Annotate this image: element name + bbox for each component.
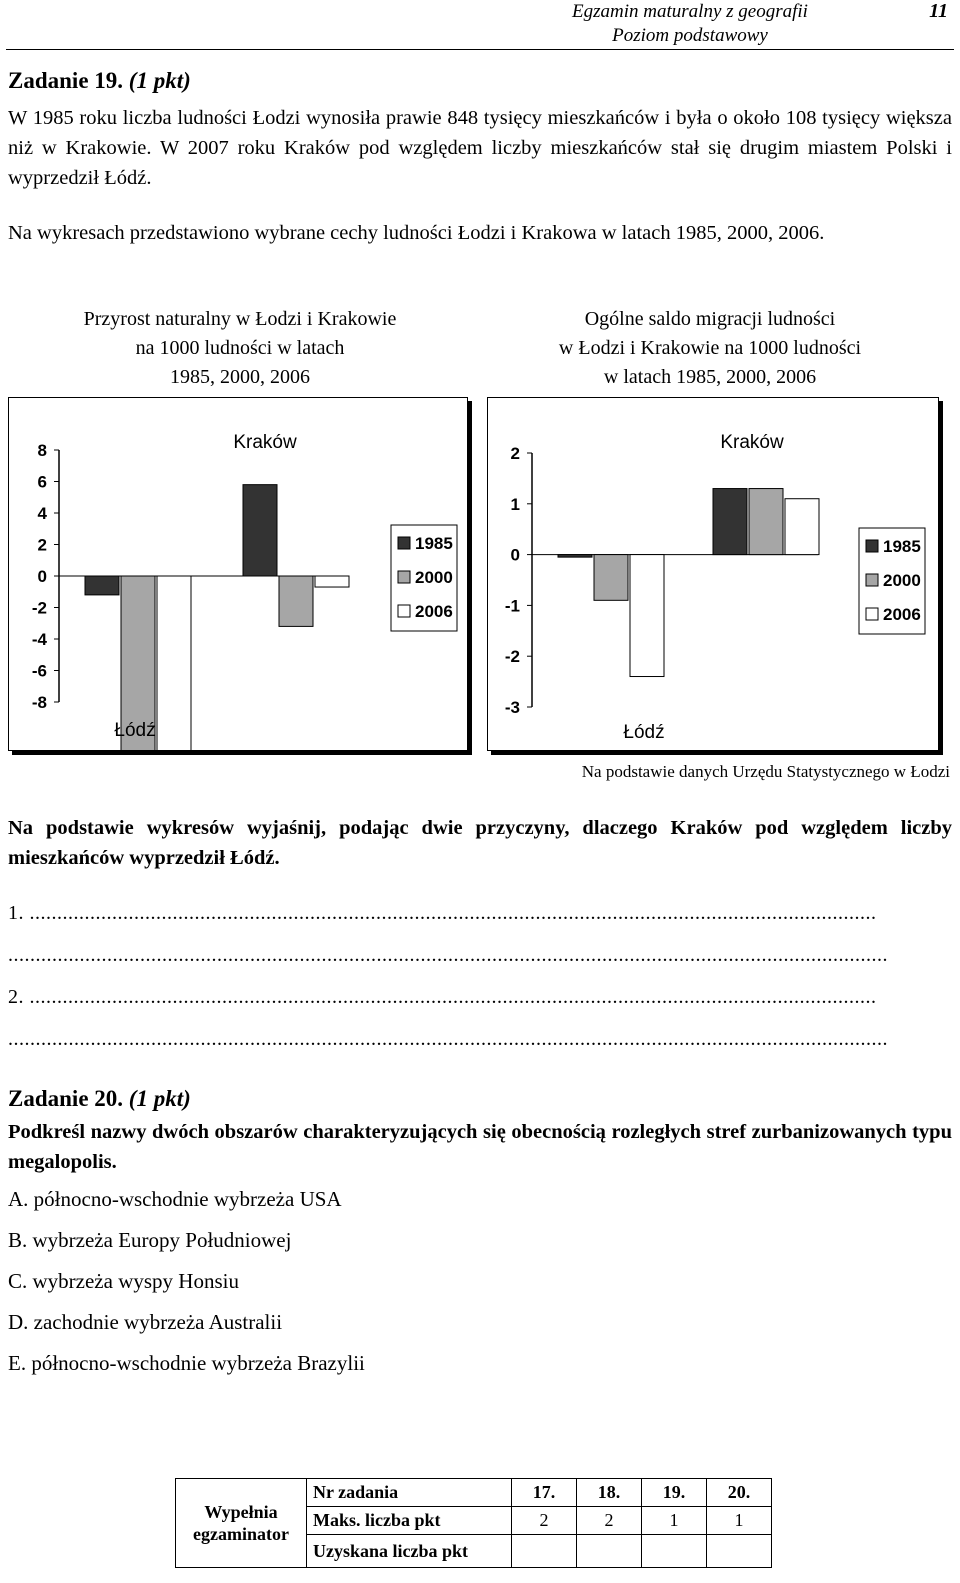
category-label: Kraków [233,432,297,453]
task19-title: Zadanie 19. [8,68,124,93]
chart-source: Na podstawie danych Urzędu Statystycznego w Łodzi [581,762,950,781]
answer-line-2[interactable]: 2. .......................................................................................................................................................... [8,986,877,1008]
chart1-title-line: na 1000 ludności w latach [135,337,345,359]
legend-swatch [398,571,410,583]
y-tick-label: -3 [504,698,520,717]
chart1-frame [8,397,468,751]
score-label-line: Wypełnia [204,1502,278,1522]
option-e[interactable]: E. północno-wschodnie wybrzeża Brazylii [8,1351,365,1375]
bar-1985 [713,489,747,555]
answer-line-1b[interactable]: ................................................................................................................................................................ [8,944,888,966]
chart1-title-line: Przyrost naturalny w Łodzi i Krakowie [83,308,397,330]
task-number-cell: 18. [577,1479,642,1507]
legend-label: 1985 [883,537,921,556]
answer-line-2b[interactable]: ................................................................................................................................................................ [8,1028,888,1050]
task20-title: Zadanie 20. [8,1086,124,1111]
y-tick-label: 8 [37,441,47,460]
obtained-points-cell[interactable] [642,1535,707,1568]
chart2-title-line: Ogólne saldo migracji ludności [584,308,836,330]
bar-2000 [279,576,313,626]
legend-label: 2000 [415,568,453,587]
score-table [175,1478,772,1568]
obtained-points-cell[interactable] [512,1535,577,1568]
legend-swatch [866,574,878,586]
option-c[interactable]: C. wybrzeża wyspy Honsiu [8,1269,239,1293]
bar-2000 [749,489,783,555]
max-points-cell: 2 [577,1507,642,1535]
legend-swatch [398,537,410,549]
row-label-obtained-points: Uzyskana liczba pkt [307,1535,512,1568]
answer-line-1[interactable]: 1. .......................................................................................................................................................... [8,902,877,924]
exam-level: Poziom podstawowy [612,25,768,46]
option-b[interactable]: B. wybrzeża Europy Południowej [8,1228,292,1252]
y-tick-label: 0 [37,567,47,586]
bar-1985 [85,576,119,595]
chart2-title-line: w latach 1985, 2000, 2006 [603,366,817,388]
y-tick-label: -4 [31,630,47,649]
bar-2006 [630,555,664,677]
task20-points: (1 pkt) [128,1086,191,1111]
obtained-points-cell[interactable] [707,1535,772,1568]
page-number: 11 [929,0,948,22]
task19-points: (1 pkt) [128,68,191,93]
bar-2006 [157,576,191,750]
category-label: Łódź [114,720,156,741]
task-number-cell: 19. [642,1479,707,1507]
task19-charts-intro: Na wykresach przedstawiono wybrane cechy ludności Łodzi i Krakowa w latach 1985, 2000, 2006. [8,222,825,244]
y-tick-label: 2 [37,535,47,555]
task-number-cell: 20. [707,1479,772,1507]
chart1-natural-increase [9,398,467,750]
max-points-cell: 2 [512,1507,577,1535]
legend-label: 1985 [415,534,453,553]
option-d[interactable]: D. zachodnie wybrzeża Australii [8,1310,283,1334]
legend-swatch [398,605,410,617]
exam-title: Egzamin maturalny z geografii [572,1,808,22]
max-points-cell: 1 [642,1507,707,1535]
chart2-frame [487,397,939,751]
task20-heading [8,1086,191,1112]
y-tick-label: -8 [31,693,47,712]
chart1-title [20,305,460,392]
y-tick-label: 4 [37,504,47,523]
header-divider [6,49,954,50]
y-tick-label: -2 [504,647,520,667]
task20-question: Podkreśl nazwy dwóch obszarów charakteryzujących się obecnością rozległych stref zurbanizowanych typu megalopolis. [8,1121,952,1173]
chart1-title-line: 1985, 2000, 2006 [170,366,310,388]
task19-intro: W 1985 roku liczba ludności Łodzi wynosiła prawie 848 tysięcy mieszkańców i była o około 108 tysięcy większa niż w Krakowie. W 2007 roku Kraków pod względem liczby mieszkańców stał się drugim miastem Polski i wyprzedził Łódź. [8,107,952,189]
bar-1985 [243,485,277,576]
y-tick-label: -6 [31,661,47,681]
option-a[interactable]: A. północno-wschodnie wybrzeża USA [8,1187,342,1211]
category-label: Kraków [720,432,784,453]
score-label-line: egzaminator [193,1524,289,1544]
row-label-task-number: Nr zadania [307,1479,512,1507]
y-tick-label: 0 [510,545,520,565]
task19-question: Na podstawie wykresów wyjaśnij, podając dwie przyczyny, dlaczego Kraków pod względem liczby mieszkańców wyprzedził Łódź. [8,817,952,869]
row-label-max-points: Maks. liczba pkt [307,1507,512,1535]
exam-header [540,0,840,48]
legend-label: 2000 [883,571,921,590]
obtained-points-cell[interactable] [577,1535,642,1568]
score-table-label [176,1479,307,1568]
max-points-cell: 1 [707,1507,772,1535]
task-number-cell: 17. [512,1479,577,1507]
legend-label: 2006 [415,602,453,621]
y-tick-label: -2 [31,598,47,618]
chart2-migration-balance [488,398,938,750]
y-tick-label: 1 [510,494,520,514]
legend-swatch [866,608,878,620]
bar-2006 [785,499,819,555]
bar-1985 [558,555,592,558]
chart2-title [490,305,930,392]
task19-heading [8,68,191,94]
y-tick-label: 6 [37,472,47,492]
bar-2000 [594,555,628,601]
legend-swatch [866,540,878,552]
bar-2006 [315,576,349,587]
category-label: Łódź [623,722,665,743]
legend-label: 2006 [883,605,921,624]
y-tick-label: 2 [510,444,520,463]
chart2-title-line: w Łodzi i Krakowie na 1000 ludności [558,337,862,359]
y-tick-label: -1 [504,596,520,616]
